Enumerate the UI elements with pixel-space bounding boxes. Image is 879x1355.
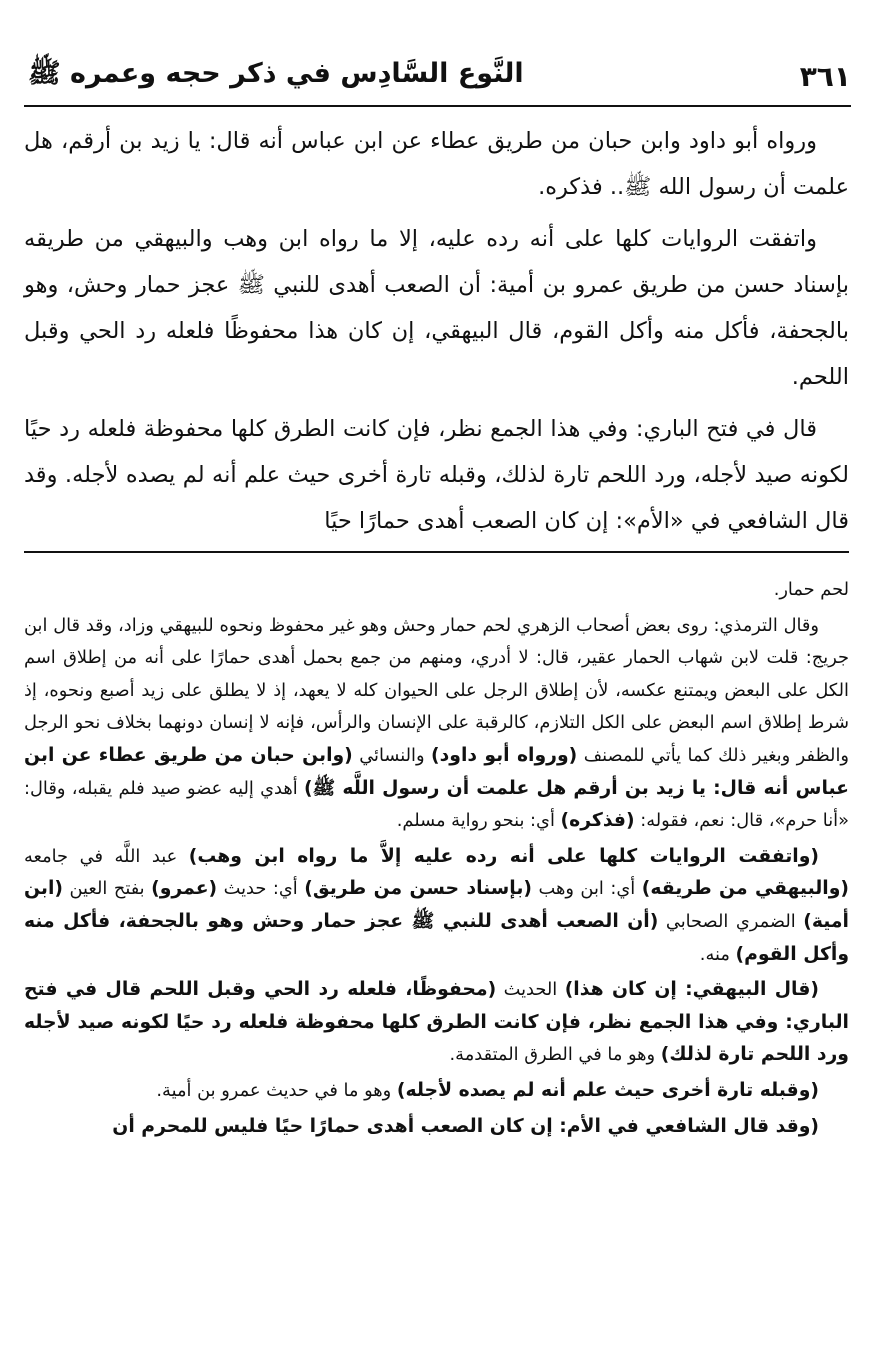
- quoted-matn: (ورواه أبو داود): [431, 744, 578, 766]
- quoted-matn: (أن الصعب أهدى للنبي ﷺ عجز حمار وحش وهو بالجحفة، فأكل منه وأكل القوم): [24, 910, 849, 965]
- commentary-text: الحديث: [496, 979, 565, 1001]
- commentary-text: منه.: [699, 943, 736, 965]
- quoted-matn: (وقد قال الشافعي في الأم: إن كان الصعب أهدى حمارًا حيًا فليس للمحرم أن: [112, 1115, 819, 1137]
- commentary-text: أهدي إليه عضو صيد فلم يقبله، وقال: «أنا حرم»، قال: نعم، فقوله:: [24, 777, 849, 832]
- commentary-text: أي: ابن وهب: [531, 878, 642, 900]
- page-number: ٣٦١: [799, 59, 851, 93]
- main-paragraph: ورواه أبو داود وابن حبان من طريق عطاء عن ابن عباس أنه قال: يا زيد بن أرقم، هل علمت أن رسول الله ﷺ.. فذكره.: [24, 128, 849, 200]
- commentary-text: وهو ما في الطرق المتقدمة.: [449, 1044, 661, 1066]
- commentary-text: عبد اللَّه في جامعه: [24, 845, 189, 867]
- commentary-text: بفتح العين: [62, 878, 152, 900]
- commentary-paragraph: [24, 841, 849, 971]
- quoted-matn: (واتفقت الروايات كلها على أنه رده عليه إلاَّ ما رواه ابن وهب): [188, 845, 820, 867]
- quoted-matn: (فذكره): [560, 810, 635, 832]
- commentary-paragraph: [24, 1075, 849, 1108]
- commentary-paragraph: [24, 610, 849, 838]
- quoted-matn: (بإسناد حسن من طريق): [304, 878, 532, 900]
- commentary-divider: [24, 551, 849, 553]
- commentary-text: والنسائي: [352, 744, 432, 766]
- quoted-matn: (محفوظًا، فلعله رد الحي وقبل اللحم قال في فتح الباري: وفي هذا الجمع نظر، فإن كانت الطرق كلها محفوظة فلعله رد حيًا لكونه صيد لأجله ورد اللحم تارة لذلك): [24, 979, 849, 1066]
- commentary: [24, 574, 849, 1146]
- commentary-text: وهو ما في حديث عمرو بن أمية.: [156, 1079, 397, 1101]
- quoted-matn: (قال البيهقي: إن كان هذا): [564, 979, 819, 1001]
- commentary-paragraph: [24, 574, 849, 607]
- commentary-paragraph: [24, 1111, 849, 1144]
- page-header: [28, 52, 851, 100]
- commentary-paragraph: [24, 974, 849, 1072]
- commentary-text: أي: بنحو رواية مسلم.: [396, 810, 561, 832]
- main-text: [24, 118, 849, 550]
- commentary-text: أي: حديث: [217, 878, 305, 900]
- commentary-text: وقال الترمذي: روى بعض أصحاب الزهري لحم حمار وحش وهو غير محفوظ ونحوه للبيهقي وزاد، وقد قال ابن جريج: قلت لابن شهاب الحمار عقير، قال: لا أدري، ومنهم من جمع بحمل أهدى حمارًا على أنه من إطلاق اسم الكل على البعض ويمتنع عكسه، لأن إطلاق الرجل على الحيوان كله لا يعهد، إذ لا يطلق على زيد أصبع ونحوه، إذ شرط إطلاق اسم البعض على الكل التلازم، كالرقبة على الإنسان والرأس، فإنه لا إنسان دونهما بخلاف نحو الرجل والظفر وبغير ذلك كما يأتي للمصنف: [24, 614, 850, 766]
- quoted-matn: (وابن حبان من طريق عطاء عن ابن عباس أنه قال: يا زيد بن أرقم هل علمت أن رسول اللَّه ﷺ): [24, 744, 849, 799]
- main-paragraph: قال في فتح الباري: وفي هذا الجمع نظر، فإن كانت الطرق كلها محفوظة فلعله رد حيًا لكونه صيد لأجله، ورد اللحم تارة لذلك، وقبله تارة أخرى حيث علم أنه لم يصده لأجله. وقد قال الشافعي في «الأم»: إن كان الصعب أهدى حمارًا حيًا: [24, 416, 849, 534]
- main-paragraph: واتفقت الروايات كلها على أنه رده عليه، إلا ما رواه ابن وهب والبيهقي من طريقه بإسناد حسن من طريق عمرو بن أمية: أن الصعب أهدى للنبي ﷺ عجز حمار وحش، وهو بالجحفة، فأكل منه وأكل القوم، قال البيهقي، إن كان هذا محفوظًا فلعله رد الحي وقبل اللحم.: [24, 226, 849, 390]
- quoted-matn: (عمرو): [151, 878, 218, 900]
- commentary-text: الضمري الصحابي: [658, 910, 804, 932]
- quoted-matn: (ابن أمية): [24, 878, 849, 932]
- header-divider: [24, 105, 851, 107]
- quoted-matn: (وقبله تارة أخرى حيث علم أنه لم يصده لأجله): [396, 1079, 819, 1101]
- commentary-text: لحم حمار.: [773, 579, 849, 600]
- quoted-matn: (والبيهقي من طريقه): [641, 878, 849, 900]
- running-title: النَّوع السَّادِس في ذكر حجه وعمره ﷺ: [28, 58, 524, 89]
